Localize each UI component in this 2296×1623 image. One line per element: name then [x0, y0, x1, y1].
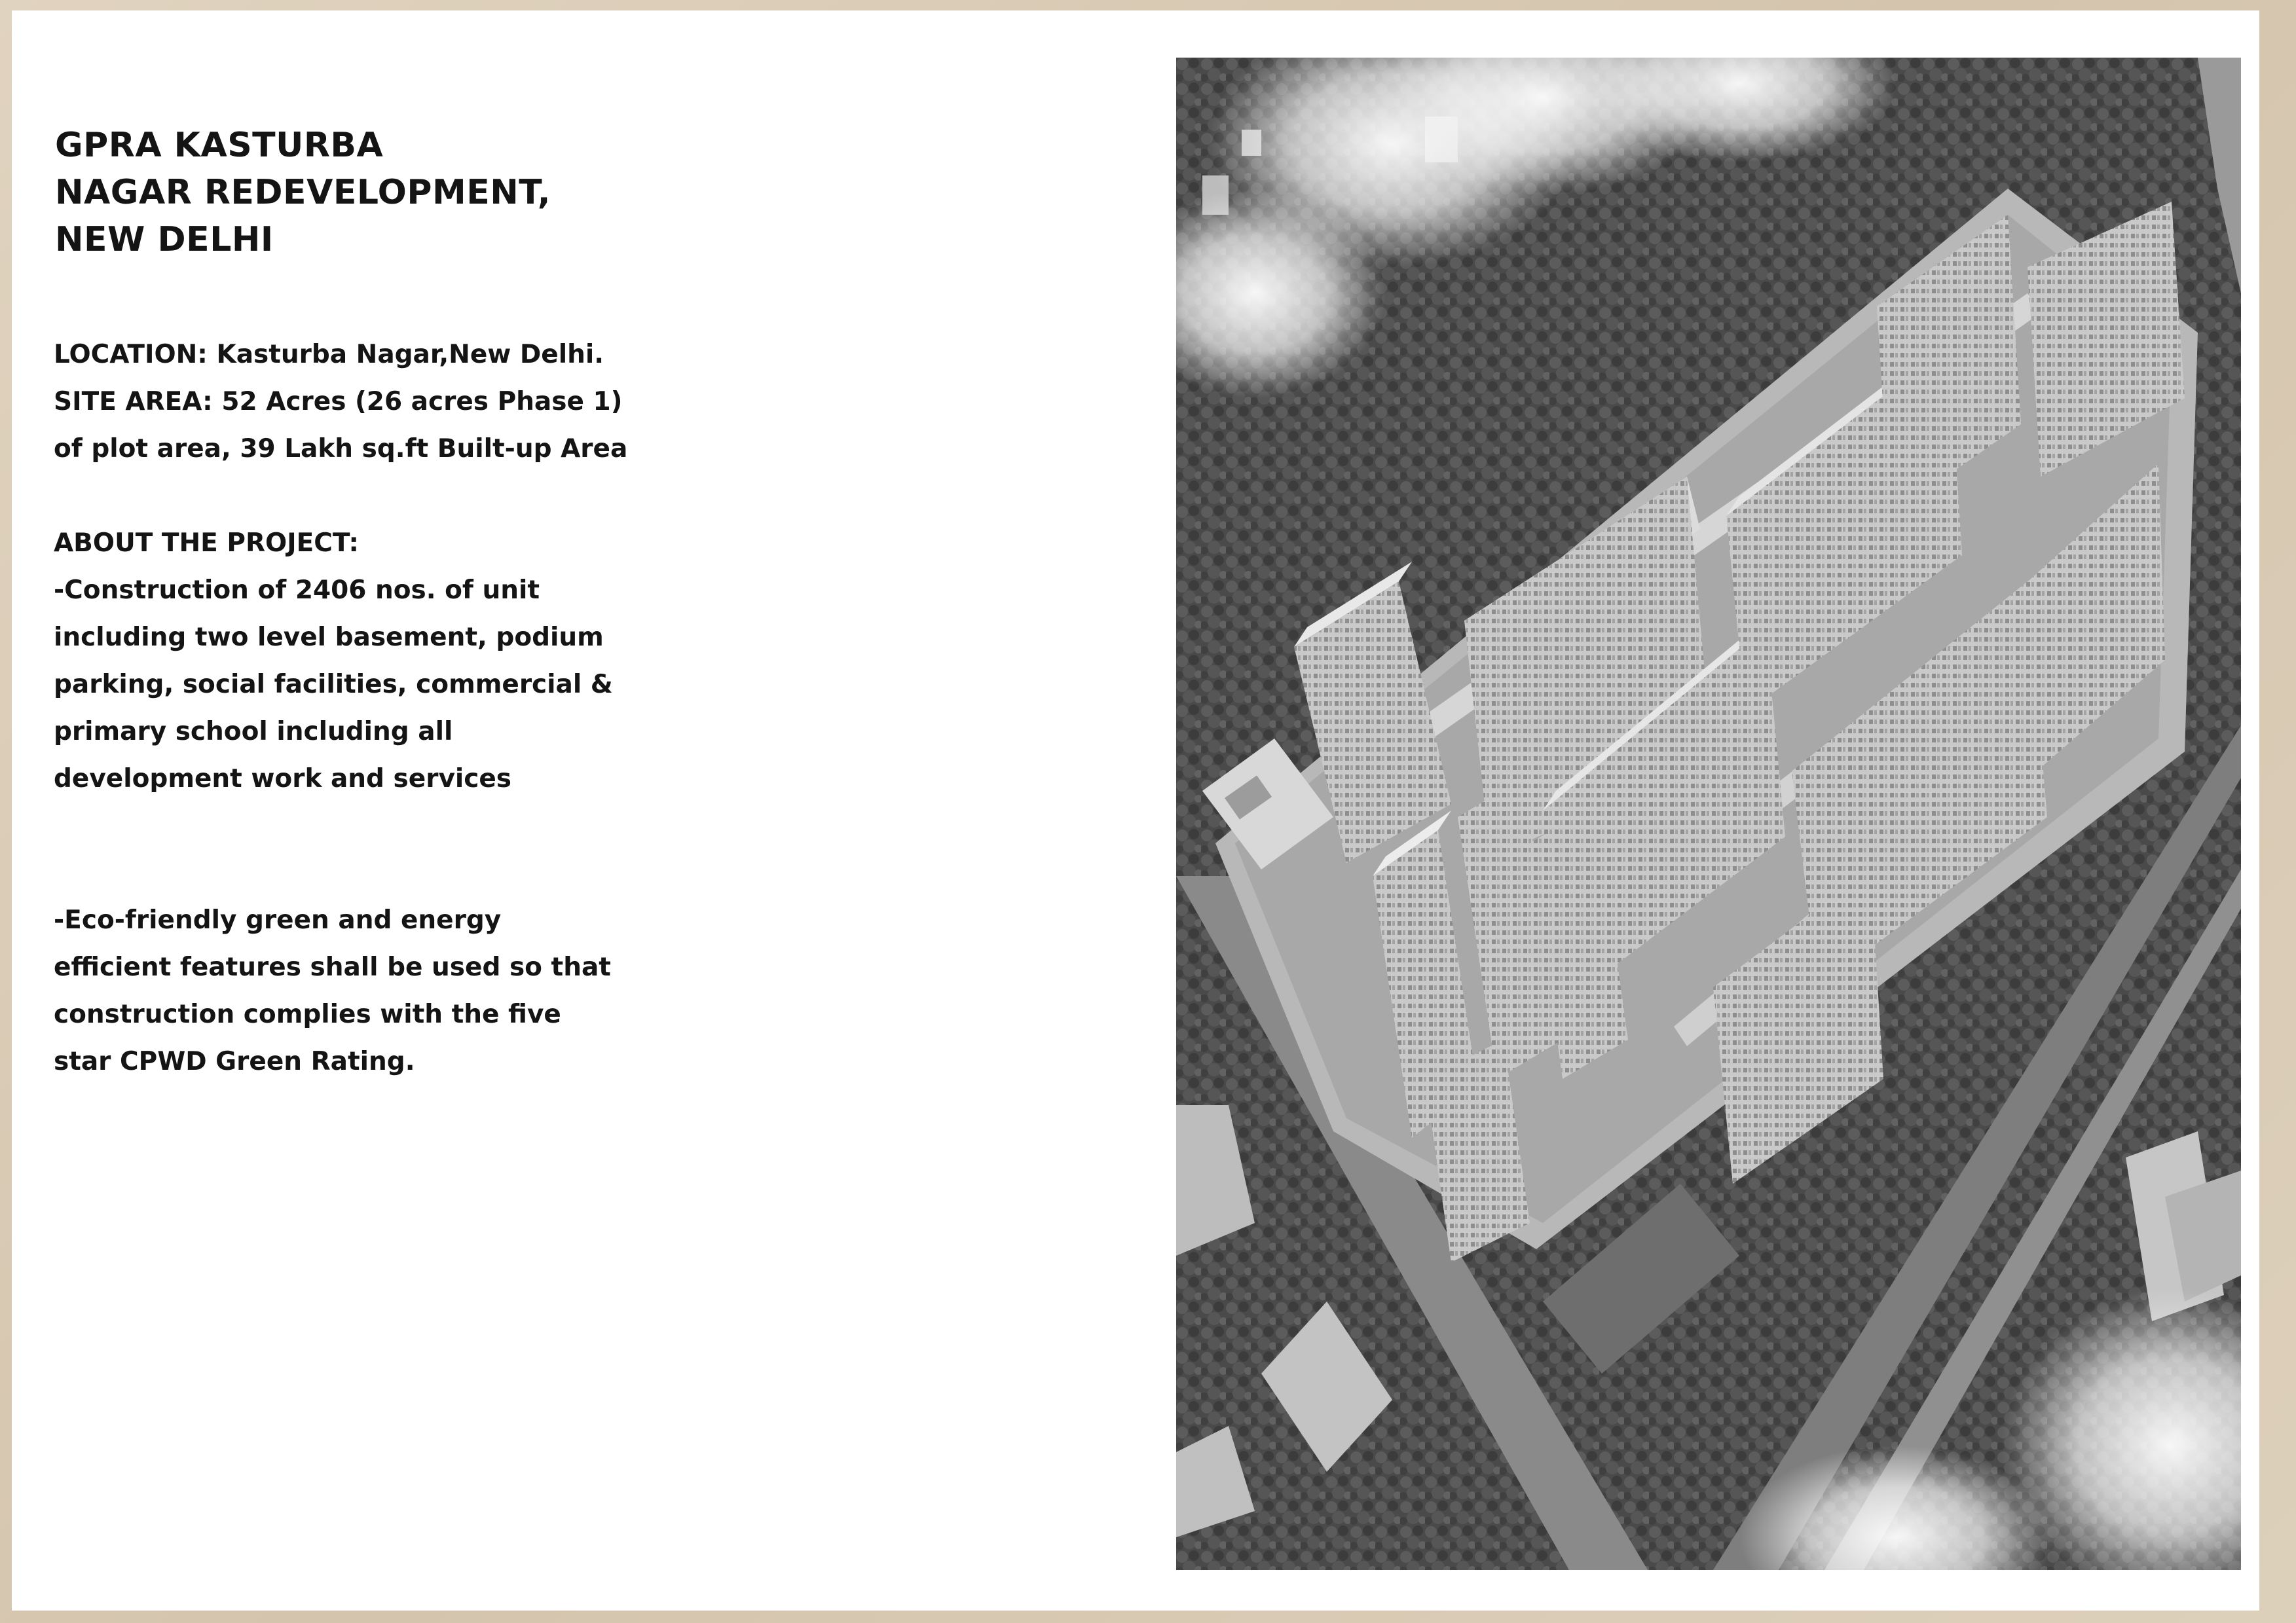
about-line: -Construction of 2406 nos. of unit: [54, 575, 540, 605]
document-sheet: [12, 10, 2259, 1611]
title-line: NAGAR REDEVELOPMENT,: [55, 173, 551, 212]
location-line: LOCATION: Kasturba Nagar,New Delhi.: [54, 340, 604, 369]
site-area-line: SITE AREA: 52 Acres (26 acres Phase 1): [54, 387, 623, 416]
title-line: GPRA KASTURBA: [55, 126, 384, 165]
about-line: parking, social facilities, commercial &: [54, 670, 613, 699]
about-line: development work and services: [54, 764, 512, 793]
eco-line: -Eco-friendly green and energy: [54, 905, 502, 935]
about-heading: ABOUT THE PROJECT:: [54, 528, 359, 558]
site-area-line: of plot area, 39 Lakh sq.ft Built-up Area: [54, 434, 628, 464]
title-line: NEW DELHI: [55, 220, 274, 259]
aerial-site-rendering: [1176, 58, 2241, 1570]
eco-line: construction complies with the five: [54, 1000, 561, 1029]
eco-block: [54, 897, 709, 1085]
project-title: [55, 122, 710, 263]
location-block: [54, 331, 709, 473]
eco-line: star CPWD Green Rating.: [54, 1047, 415, 1076]
about-line: primary school including all: [54, 717, 453, 746]
eco-line: efficient features shall be used so that: [54, 953, 611, 982]
about-block: [54, 520, 709, 803]
about-line: including two level basement, podium: [54, 623, 604, 652]
